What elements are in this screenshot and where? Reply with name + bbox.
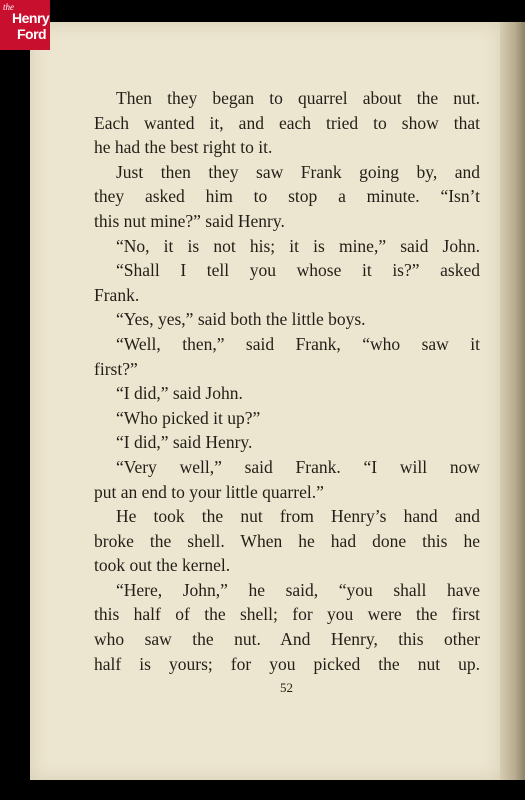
logo-henry: Henry bbox=[12, 10, 50, 26]
text-line: broke the shell. When he had done this he bbox=[94, 530, 480, 551]
text-line: “Who picked it up?” bbox=[116, 407, 261, 428]
text-line: Just then they saw Frank going by, and bbox=[116, 161, 480, 182]
text-line: half is yours; for you picked the nut up. bbox=[94, 653, 480, 674]
text-line: “Yes, yes,” said both the little boys. bbox=[116, 309, 366, 330]
page-text bbox=[94, 86, 480, 676]
text-line: took out the kernel. bbox=[94, 555, 231, 576]
text-line: “Very well,” said Frank. “I will now bbox=[116, 456, 480, 477]
text-line: this nut mine?” said Henry. bbox=[94, 210, 285, 231]
text-line: “Here, John,” he said, “you shall have bbox=[116, 579, 480, 600]
henry-ford-logo bbox=[0, 0, 50, 50]
text-line: Then they began to quarrel about the nut. bbox=[116, 88, 480, 108]
text-line: he had the best right to it. bbox=[94, 137, 273, 158]
text-line: Each wanted it, and each tried to show that bbox=[94, 112, 480, 133]
text-line: Frank. bbox=[94, 284, 140, 305]
logo-the: the bbox=[3, 2, 14, 12]
text-line: they asked him to stop a minute. “Isn’t bbox=[94, 186, 480, 207]
text-line: He took the nut from Henry’s hand and bbox=[116, 506, 480, 527]
page-number: 52 bbox=[280, 680, 293, 695]
text-line: “Well, then,” said Frank, “who saw it bbox=[116, 333, 480, 354]
text-line: “I did,” said John. bbox=[116, 383, 243, 404]
text-line: “No, it is not his; it is mine,” said John. bbox=[116, 235, 480, 256]
text-line: put an end to your little quarrel.” bbox=[94, 481, 324, 502]
text-line: this half of the shell; for you were the first bbox=[94, 604, 480, 625]
text-line: first?” bbox=[94, 358, 138, 379]
page-edge bbox=[500, 22, 525, 780]
text-line: “I did,” said Henry. bbox=[116, 432, 253, 453]
text-line: who saw the nut. And Henry, this other bbox=[94, 629, 480, 650]
logo-ford: Ford bbox=[17, 26, 47, 42]
text-line: “Shall I tell you whose it is?” asked bbox=[116, 260, 480, 281]
